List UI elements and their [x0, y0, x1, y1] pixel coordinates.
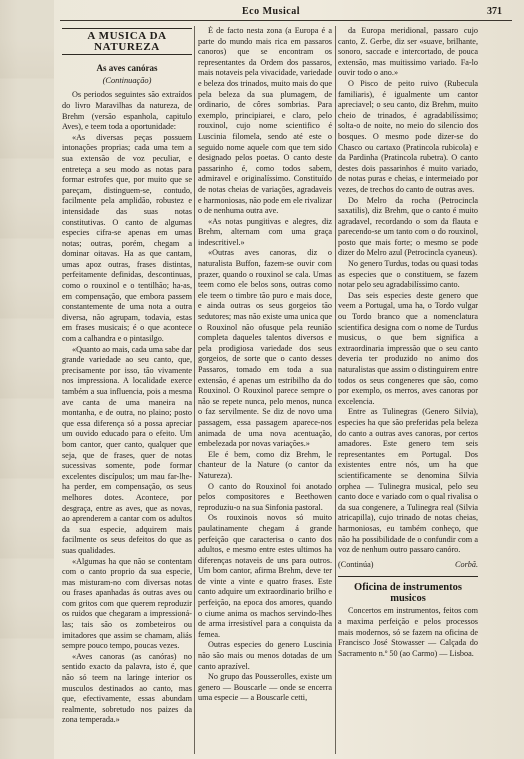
- paragraph: Os periodos seguintes são extraídos do livro Maravilhas da natureza, de Brehm (versão espanhola, capitulo Aves), e teem toda a oportunidade:: [62, 90, 192, 132]
- publication-title: Eco Musical: [242, 6, 300, 17]
- column-2: [198, 26, 332, 754]
- continuation-note: (Continuação): [102, 75, 152, 85]
- binding-edge: [0, 0, 54, 759]
- article-subtitle: As aves canóras: [96, 63, 158, 74]
- column-divider: [194, 26, 195, 754]
- paragraph: O Pisco de peito ruivo (Rubecula familiaris), é igualmente um cantor apreciavel; o seu canto, diz Brehm, muito cheio de trinados, é agradabilíssimo; solta-o de noite, no meio do silencio dos bosques. O mesmo pode dizer-se do Chasco ou cartaxo (Pratincola rubicola) e da Pardinha (Pratincola rubetra). O canto destes dois passarinhos é muito variado, de notas puras e cheias, e intermeiado por vezes, de trechos do canto de outras aves.: [338, 78, 478, 194]
- paragraph: Entre as Tulinegras (Genero Silvia), especies ha que são preferidas pela beleza do canto a outras aves canoras, por certos amadores. Este genero tem seis representantes em Portugal. Dos existentes entre nós, um ha que scientificamente se denomina Silvia orphea — Tulinegra musical, pelo seu canto doce e variado com o qual rivalisa o da sua congenere, a Tulinegra real (Silvia atricapilla), cujo trinado de notas cheias, harmoniosas, eu também conheço, que não ha possibilidade de o confundir com a voz de nenhum outro passaro canóro.: [338, 407, 478, 555]
- advertisement: [338, 576, 478, 659]
- continues-note: (Continúa): [338, 559, 374, 569]
- section-title: A MUSICA DA NATUREZA: [62, 28, 192, 55]
- paragraph: «As notas pungitivas e alegres, diz Brehm, alternam com uma graça indescritivel.»: [198, 216, 332, 247]
- paragraph: Os rouxinois novos só muito paulatinamente chegam á grande perfeição que caracterisa o canto dos adultos, e mesmo entre estes ultimos ha diferenças notaveis de uns para outros. Um bom cantor, afirma Brehm, deve ter de vinte a vinte e quatro frases. Este canto adquire um extraordinario brilho e perfeição, na epoca dos amores, quando o ciume anima os machos servindo-lhes de arma irresistível para a conquista da femea.: [198, 513, 332, 639]
- paragraph: É de facto nesta zona (a Europa é a parte do mundo mais rica em passaros canoros) que se encontram os representantes da Ordem dos passaros, mais notaveis pela vivacidade, variedade e beleza dos trinados, muito mais do que pela beleza da sua plumagem, de ordinario, de côres sombrias. Para exemplo, principiarei, e claro, pelo rouxinol, cujo nome scientifico é Luscinia filomela, sendo até este o seguido nome aquele com que tem sido designado pelos poetas. O canto deste passarinho é, como todos sabem, admiravel e originalíssimo. Constituído de notas cheias de variações, agradaveis e harmoniosas, não pode em ele rivalizar o de nenhuma outra ave.: [198, 26, 332, 216]
- article-signoff: [338, 560, 478, 571]
- paragraph: O canto do Rouxinol foi anotado pelos compositores e Beethowen reproduziu-o na sua Sinfonia pastoral.: [198, 481, 332, 512]
- page-number: 371: [487, 6, 502, 17]
- paragraph: Outras especies do genero Luscinia não são mais ou menos dotadas de um canto aprazível.: [198, 640, 332, 671]
- paragraph: da Europa meridional, passaro cujo canto, Z. Gerbe, diz ser «suave, brilhante, sonoro, saccade e intercortado, de pouca extensão, mas muitissimo variado. Fa-lo ouvir todo o ano.»: [338, 26, 478, 78]
- column-divider: [335, 26, 336, 754]
- paragraph: «As diversas peças possuem intonações proprias; cada uma tem a sua extensão de voz peculiar, e entreteça a seu modo as notas para formar estrofes que, por muito que se pareçam, distinguem-se, contudo, facilmente pela amplidão, robustez e intensidade das suas notas constitutivas. O canto de algumas especies cifra-se apenas em umas notas; outras, porém, chegam a dominar oitavas. Ha as que cantam, umas apoz outras, frases distintas, perfeitamente definidas, descontinuas, como o rouxinol e o tentilhão; ha-as, em compensação, que embora passem constantemente de uma nota a outra diversa, não agrupam, todavia, estas em frases musicais; é o que acontece com a calhandra e o pintasilgo.: [62, 132, 192, 344]
- paragraph: Do Melro da rocha (Petrocincla saxatilis), diz Brehm, que o canto é muito agradavel, recordando o som da flauta e parecendo-se um tanto com o do rouxinol, posto que mais forte; o mesmo se pode dizer do Melro azul (Petrocincla cyaneus).: [338, 195, 478, 258]
- ad-title: Oficina de instrumentos musicos: [338, 576, 478, 604]
- paragraph: «Algumas ha que não se contentam com o canto proprio da sua especie, mas misturam-no com diversas notas ou frases apanhadas ás outras aves ou com gritos com que querem reproduzir os ruidos que chegaram a impressioná-las; tais são os zombeteiros ou imitadores que assim se chamam, aliás sempre pouco tempo, poucas vezes.: [62, 556, 192, 651]
- paragraph: No genero Turdus, todas ou quasi todas as especies que o constituem, se fazem notar pelo seu agradabilíssimo canto.: [338, 259, 478, 290]
- paragraph: No grupo das Pousserolles, existe um genero — Bouscarle — onde se encerra uma especie — a Bouscarle cetti,: [198, 672, 332, 703]
- paragraph: «Outras aves canoras, diz o naturalista Buffon, fazem-se ouvir com prazer, quando o rouxinol se cala. Umas teem como ele belos sons, outras como ele teem o timbre tão puro e mais doce, e ainda outras os seus gorgeios tão sedutores; mas não existe uma unica que o Rouxinol não ofusque pela reunião completa daqueles talentos diversos e pela prodigiosa variedade dos seus gorgeios, de sorte que o canto desses Passaros, tomado em toda a sua extensão, é apenas um estribilho da do Rouxinol. O Rouxinol parece sempre o não se repete nunca, pelo menos, nunca o faz servilmente. Se diz de novo uma passagem, essa passagem aparece-nos animada de uma nova acentuação, embelezada por novas variações.»: [198, 248, 332, 449]
- ad-text: Concertos em instrumentos, feitos com a maxima perfeição e pelos processos mais modernos, só se fazem na oficina de Francisco José Stowasser — Calçada do Sacramento n.º 50 (ao Carmo) — Lisboa.: [338, 606, 478, 658]
- paragraph: «Quanto ao mais, cada uma sabe dar grande variedade ao seu canto, que, precisamente por isso, tão vivamente nos impressiona. A localidade exerce também a sua influencia, pois a mesma ave canta de uma maneira na montanha, e de outra, no plaino; posto que essa diferença só a possa apreciar um ouvido educado para o efeito. Um bom cantor, quer canto, qualquer que seja, que de frases, quer de notas sucessivas somente, pode formar excelentes discípulos; um mau far-lhe-ha perder, em compensação, os seus melhores dotes. Acontece, por desgraça, entre as aves, que as novas, ao aprenderem a cantar com os adultos da sua especie, adquirem mais facilmente os seus defeitos do que as suas qualidades.: [62, 344, 192, 555]
- paragraph: Das seis especies deste genero que veem a Portugal, uma ha, o Tordo vulgar ou Tordo branco que a nomenclatura scientifica designa com o nome de Turdus musicus, o que bem significa a extraordinaria impressão que o seu canto deveria ter produzido no animo dos naturalistas que assim o distinguirem entre todos os seus congeneres que são, como por exemplo, os merros, aves canoras por excelencia.: [338, 290, 478, 406]
- paragraph: Ele é bem, como diz Brehm, le chanteur de la Nature (o cantor da Natureza).: [198, 449, 332, 480]
- column-3: [338, 26, 478, 754]
- author-name: Corbã.: [455, 559, 478, 569]
- header-rule: [60, 20, 512, 21]
- column-1: [62, 26, 192, 754]
- paragraph: «Aves canoras (as canóras) no sentido exacto da palavra, isto é, que não só teem na laringe interior os musculos destinados ao canto, mas que, efectivamente, essas abundam realmente, sobretudo nos paizes da zona temperada.»: [62, 651, 192, 725]
